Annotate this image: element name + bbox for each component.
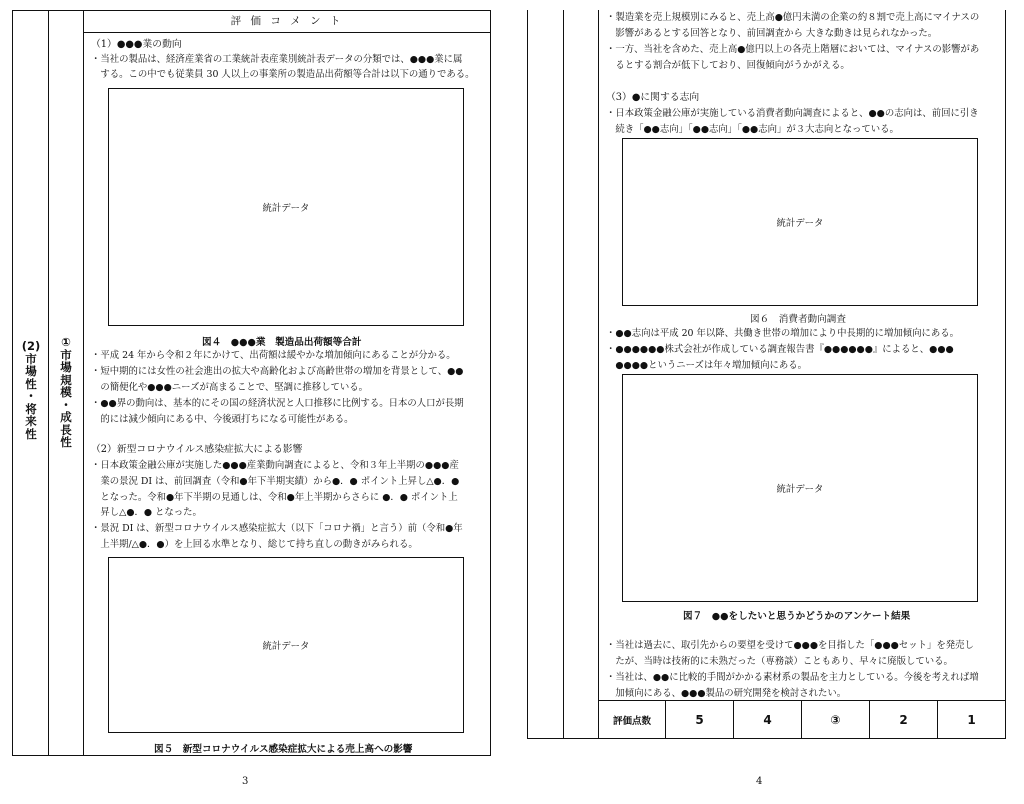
subcategory-divider-right — [598, 10, 599, 738]
vertical-char: 性 — [25, 426, 37, 441]
fig4-line-3: の簡便化や●●●ニーズが高まることで、堅調に推移している。 — [91, 382, 369, 393]
top-line-2: 影響があるとする回答となり、前回調査から 大きな動きは見られなかった。 — [606, 28, 938, 39]
sec2-line-4: 昇し△●．● となった。 — [91, 507, 202, 518]
statistics-placeholder-2 — [108, 557, 464, 733]
vertical-char: ① — [61, 335, 71, 349]
sec2-line-3: となった。令和●年下半期の見通しは、令和●年上半期からさらに ●．● ポイント上 — [91, 492, 458, 503]
subcategory-divider — [83, 11, 84, 755]
placeholder-label: 統計データ — [776, 484, 824, 495]
final-line-4: 加傾向にある、●●●製品の研究開発を検討されたい。 — [606, 688, 847, 699]
figure-7-caption: 図７ ●●をしたいと思うかどうかのアンケート結果 — [683, 611, 911, 622]
fig4-line-5: 的には減少傾向にある中、今後頭打ちになる可能性がある。 — [91, 414, 354, 425]
final-line-2: たが、当時は技術的に未熟だった（専務談）こともあり、早々に廃版している。 — [606, 656, 953, 667]
score-label: 評価点数 — [612, 716, 651, 727]
top-line-1: ・製造業を売上規模別にみると、売上高●億円未満の企業の約８割で売上高にマイナスの — [606, 12, 980, 23]
score-option-5[interactable]: 5 — [665, 701, 733, 739]
vertical-char: ・ — [60, 397, 72, 412]
category-divider-right — [563, 10, 564, 738]
sec2-line-2: 業の景況 DI は、前回調査（令和●年下半期実績）から●．● ポイント上昇し△●．● — [91, 476, 460, 487]
vertical-char: 規 — [60, 372, 72, 387]
section-1-title: （1）●●●業の動向 — [91, 39, 182, 50]
sec1-line-1: ・当社の製品は、経済産業省の工業統計表産業別統計表データの分類では、●●●業に属 — [91, 54, 463, 65]
vertical-char: 来 — [25, 414, 37, 428]
subcategory-label — [51, 336, 81, 449]
sec2-line-1: ・日本政策金融公庫が実施した●●●産業動向調査によると、令和３年上半期の●●●産 — [91, 460, 459, 471]
top-line-3: ・一方、当社を含めた、売上高●億円以上の各売上階層においては、マイナスの影響があ — [606, 44, 980, 55]
statistics-placeholder-1 — [108, 88, 464, 326]
vertical-char: 市 — [25, 351, 37, 366]
score-table — [599, 700, 1005, 739]
category-divider — [48, 11, 49, 755]
vertical-char: ・ — [25, 389, 37, 403]
sec3-line-1: ・日本政策金融公庫が実施している消費者動向調査によると、●●の志向は、前回に引き — [606, 108, 979, 119]
statistics-placeholder-3 — [622, 138, 978, 306]
fig6-line-1: ・●●志向は平成 20 年以降、共働き世帯の増加により中長期的に増加傾向にある。 — [606, 328, 960, 339]
sec2-line-6: 上半期/△●．●）を上回る水準となり、総じて持ち直しの動きがみられる。 — [91, 539, 418, 550]
vertical-char: (2) — [21, 339, 41, 353]
sec2-line-5: ・景況 DI は、新型コロナウイルス感染症拡大（以下「コロナ禍」と言う）前（令和●年 — [91, 523, 463, 534]
vertical-char: 場 — [25, 364, 37, 378]
score-option-3-selected[interactable]: ③ — [801, 701, 869, 739]
figure-6-caption: 図６ 消費者動向調査 — [750, 314, 846, 325]
final-line-1: ・当社は過去に、取引先からの要望を受けて●●●を目指した「●●●セット」を発売し — [606, 640, 974, 651]
fig4-line-2: ・短中期的には女性の社会進出の拡大や高齢化および高齢世帯の増加を背景として、●● — [91, 366, 464, 377]
figure-5-caption: 図５ 新型コロナウイルス感染症拡大による売上高への影響 — [154, 744, 413, 755]
section-2-title: （2）新型コロナウイルス感染症拡大による影響 — [91, 444, 303, 455]
vertical-char: 模 — [60, 385, 72, 399]
placeholder-label: 統計データ — [262, 641, 310, 652]
sec1-line-2: する。この中でも従業員 30 人以上の事業所の製造品出荷額等合計は以下の通りである。 — [91, 69, 475, 80]
page-number-left: 3 — [242, 776, 249, 787]
top-line-4: るとする割合が低下しており、回復傾向がうかがえる。 — [606, 60, 850, 71]
placeholder-label: 統計データ — [776, 218, 824, 229]
figure-4-caption: 図４ ●●●業 製造品出荷額等合計 — [202, 337, 362, 348]
evaluation-comment-header: 評 価 コ メ ン ト — [84, 10, 490, 33]
final-line-3: ・当社は、●●に比較的手間がかかる素材系の製品を主力としている。今後を考えれば増 — [606, 672, 979, 683]
fig6-line-3: ●●●●というニーズは年々増加傾向にある。 — [606, 360, 808, 371]
vertical-char: 性 — [25, 376, 37, 391]
statistics-placeholder-4 — [622, 374, 978, 602]
section-3-title: （3）●に関する志向 — [606, 92, 700, 103]
vertical-char: 場 — [60, 360, 72, 374]
vertical-char: 将 — [25, 401, 37, 416]
vertical-char: 性 — [60, 435, 72, 449]
vertical-char: 市 — [60, 347, 72, 362]
score-option-2[interactable]: 2 — [869, 701, 937, 739]
fig4-line-1: ・平成 24 年から令和２年にかけて、出荷額は緩やかな増加傾向にあることが分かる。 — [91, 350, 456, 361]
page-number-right: 4 — [756, 776, 763, 787]
fig4-line-4: ・●●界の動向は、基本的にその国の経済状況と人口推移に比例する。日本の人口が長期 — [91, 398, 464, 409]
score-option-1[interactable]: 1 — [937, 701, 1005, 739]
vertical-char: 長 — [60, 422, 72, 437]
vertical-char: 成 — [60, 410, 72, 424]
fig6-line-2: ・●●●●●●株式会社が作成している調査報告書『●●●●●●』によると、●●● — [606, 344, 954, 355]
score-option-4[interactable]: 4 — [733, 701, 801, 739]
category-label — [16, 340, 46, 440]
placeholder-label: 統計データ — [262, 203, 310, 214]
sec3-line-2: 続き「●●志向」「●●志向」「●●志向」が３大志向となっている。 — [606, 124, 899, 135]
